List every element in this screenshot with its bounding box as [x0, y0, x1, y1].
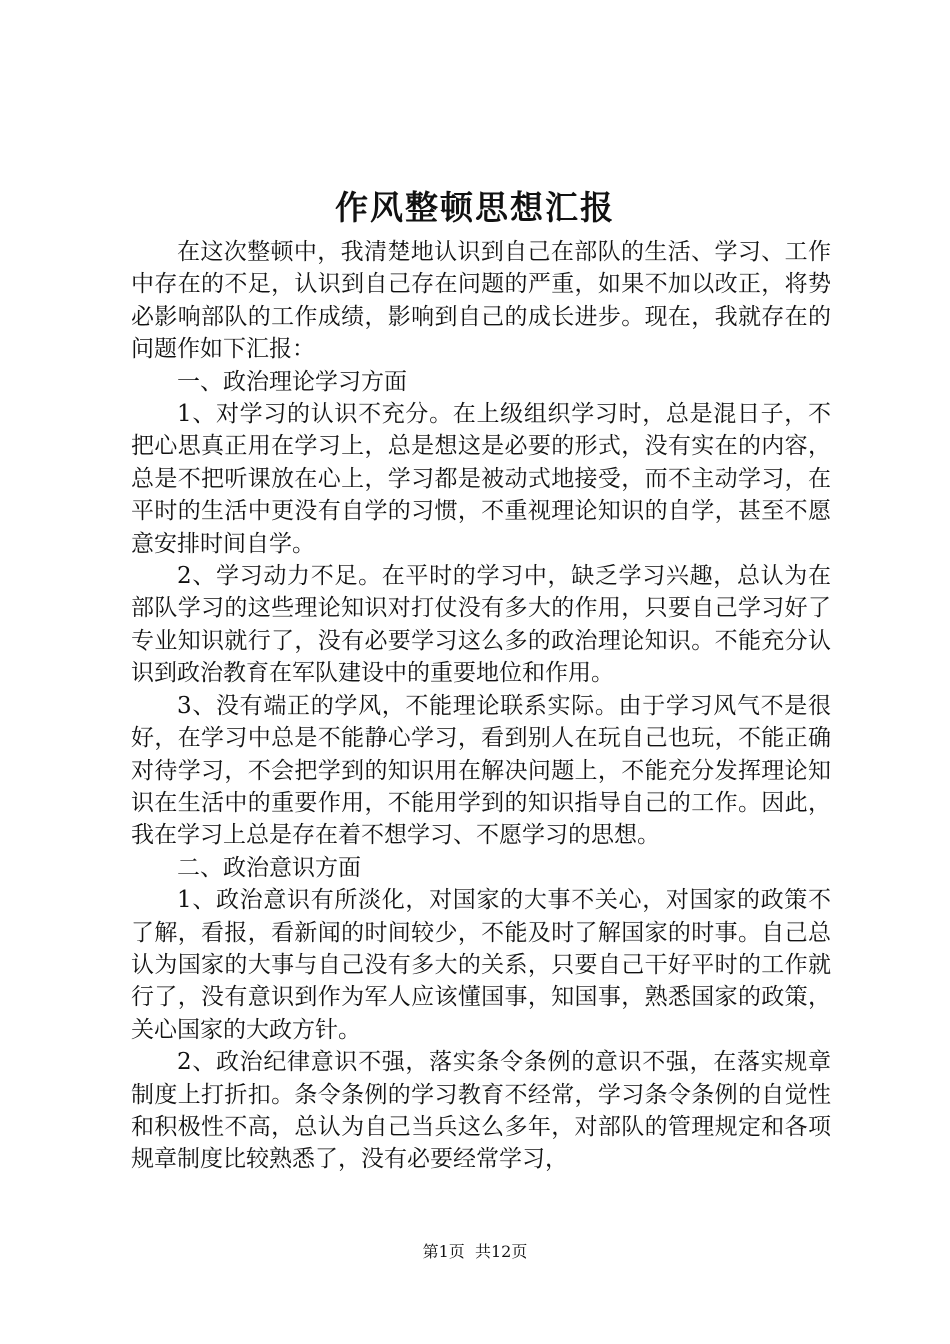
- paragraph: 1、对学习的认识不充分。在上级组织学习时，总是混日子，不把心思真正用在学习上，总是想这是必要的形式，没有实在的内容，总是不把听课放在心上，学习都是被动式地接受，而不主动学习，在平时的生活中更没有自学的习惯，不重视理论知识的自学，甚至不愿意安排时间自学。: [131, 401, 831, 557]
- paragraph: 在这次整顿中，我清楚地认识到自己在部队的生活、学习、工作中存在的不足，认识到自己存在问题的严重，如果不加以改正，将势必影响部队的工作成绩，影响到自己的成长进步。现在，我就存在的问题作如下汇报：: [131, 239, 831, 363]
- section-heading: 二、政治意识方面: [177, 854, 361, 881]
- section-heading: 一、政治理论学习方面: [177, 368, 407, 395]
- paragraph: 2、政治纪律意识不强，落实条令条例的意识不强，在落实规章制度上打折扣。条令条例的学习教育不经常，学习条令条例的自觉性和积极性不高，总认为自己当兵这么多年，对部队的管理规定和各项规章制度比较熟悉了，没有必要经常学习，: [131, 1049, 831, 1173]
- page-footer: [0, 1241, 950, 1263]
- paragraph: 1、政治意识有所淡化，对国家的大事不关心，对国家的政策不了解，看报，看新闻的时间较少，不能及时了解国家的时事。自己总认为国家的大事与自己没有多大的关系，只要自己干好平时的工作就行了，没有意识到作为军人应该懂国事，知国事，熟悉国家的政策，关心国家的大政方针。: [131, 887, 831, 1043]
- page-number: 第1页: [422, 1242, 465, 1261]
- page-total: 共12页: [474, 1242, 528, 1261]
- document-title: 作风整顿思想汇报: [335, 188, 615, 227]
- paragraph: 2、学习动力不足。在平时的学习中，缺乏学习兴趣，总认为在部队学习的这些理论知识对打仗没有多大的作用，只要自己学习好了专业知识就行了，没有必要学习这么多的政治理论知识。不能充分认识到政治教育在军队建设中的重要地位和作用。: [131, 563, 831, 687]
- paragraph: 3、没有端正的学风，不能理论联系实际。由于学习风气不是很好，在学习中总是不能静心学习，看到别人在玩自己也玩，不能正确对待学习，不会把学到的知识用在解决问题上，不能充分发挥理论知识在生活中的重要作用，不能用学到的知识指导自己的工作。因此，我在学习上总是存在着不想学习、不愿学习的思想。: [131, 692, 831, 849]
- document-body: [131, 236, 831, 1176]
